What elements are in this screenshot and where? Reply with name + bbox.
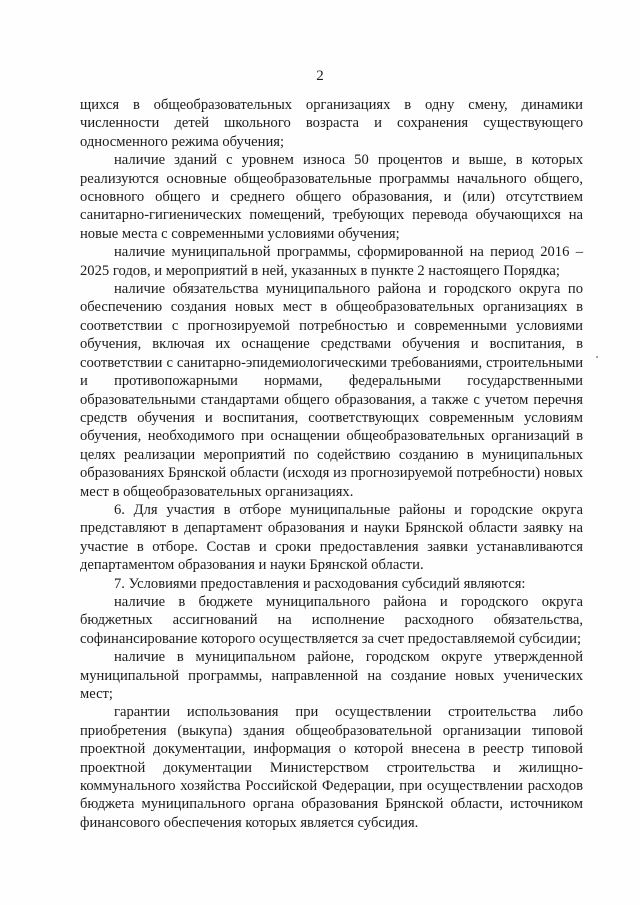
paragraph: щихся в общеобразовательных организациях в одну смену, динамики численности детей школьного возраста и сохранения существующего односменного режима обучения; xyxy=(80,97,583,150)
paragraph: 7. Условиями предоставления и расходования субсидий являются: xyxy=(114,575,526,592)
paragraph: наличие зданий с уровнем износа 50 процентов и выше, в которых реализуются основные общеобразовательные программы начального общего, основного общего и среднего общего образования, и (или) отсутствием санитарно-гигиенических помещений, требующих перевода обучающихся на новые места с современными условиями обучения; xyxy=(80,152,583,242)
scan-speck xyxy=(596,356,598,358)
paragraph: 6. Для участия в отборе муниципальные районы и городские округа представляют в департамент образования и науки Брянской области заявку на участие в отборе. Состав и сроки предоставления заявки устанавливаются департаментом образования и науки Брянской области. xyxy=(80,501,583,574)
paragraph: наличие в бюджете муниципального района и городского округа бюджетных ассигнований на исполнение расходного обязательства, софинансирование которого осуществляется за счет предоставляемой субсидии; xyxy=(80,593,583,647)
page-number: 2 xyxy=(316,68,324,84)
paragraph: наличие обязательства муниципального района и городского округа по обеспечению создания новых мест в общеобразовательных организациях в соответствии с прогнозируемой потребностью и современными условиями обучения, включая их оснащение средствами обучения и воспитания, в соответствии с санитарно-эпидемиологическими требованиями, строительными и противопожарными нормами, федеральными государственными образовательными стандартами общего образования, а также с учетом перечня средств обучения и воспитания, соответствующих современным условиям обучения, необходимого при оснащении общеобразовательных организаций в целях реализации мероприятий по содействию созданию в муниципальных образованиях Брянской области (исходя из прогнозируемой потребности) новых мест в общеобразовательных организациях. xyxy=(80,281,583,500)
paragraph: гарантии использования при осуществлении строительства либо приобретения (выкупа) здания общеобразовательной организации типовой проектной документации, информация о которой внесена в реестр типовой проектной документации Министерством строительства и жилищно-коммунального хозяйства Российской Федерации, при осуществлении расходов бюджета муниципального органа образования Брянской области, источником финансового обеспечения которых является субсидия. xyxy=(80,704,583,831)
paragraph: наличие муниципальной программы, сформированной на период 2016 – 2025 годов, и мероприятий в ней, указанных в пункте 2 настоящего Порядка; xyxy=(80,244,583,279)
paragraph: наличие в муниципальном районе, городском округе утвержденной муниципальной программы, направленной на создание новых ученических мест; xyxy=(80,649,583,702)
document-body xyxy=(80,96,583,832)
